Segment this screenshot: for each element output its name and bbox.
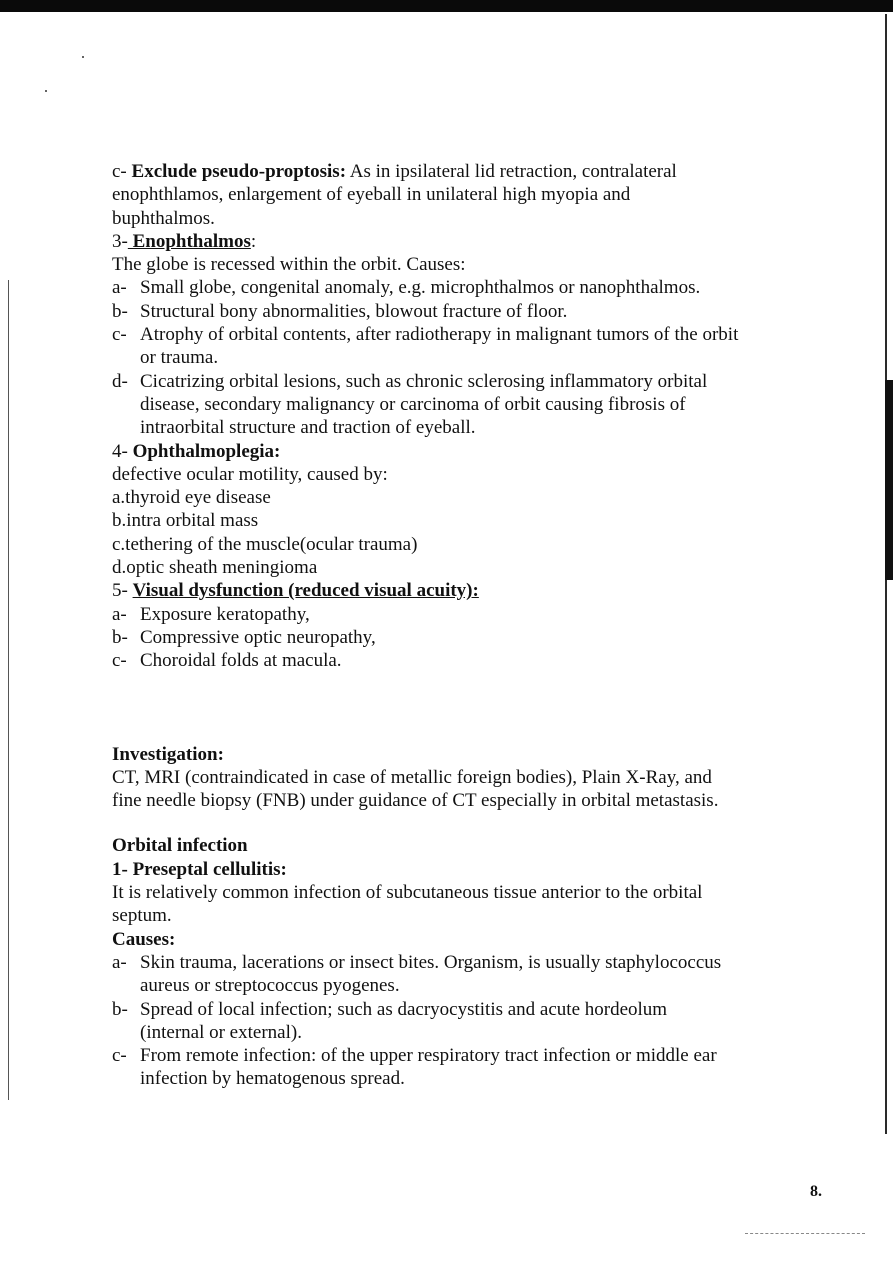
ophthalmoplegia-intro: defective ocular motility, caused by: xyxy=(112,463,388,485)
causes-heading: Causes: xyxy=(112,928,176,950)
orbital-infection-heading: Orbital infection xyxy=(112,835,248,857)
enophthalmos-intro: The globe is recessed within the orbit. Causes: xyxy=(112,254,466,276)
list-item: d- Cicatrizing orbital lesions, such as chronic sclerosing inflammatory orbital disease, secondary malignancy or carcinoma of orbit causing fibrosis of intraorbital structure and traction of eyeball. xyxy=(112,370,708,439)
list-item: b.intra orbital mass xyxy=(112,510,259,532)
enophthalmos-heading: 3- Enophthalmos: xyxy=(112,230,257,252)
list-item: c- Choroidal folds at macula. xyxy=(112,650,342,672)
list-item: a- Skin trauma, lacerations or insect bites. Organism, is usually staphylococcus aureus or streptococcus pyogenes. xyxy=(112,951,722,997)
preseptal-cellulitis-heading: 1- Preseptal cellulitis: xyxy=(112,858,287,880)
page-number: 8. xyxy=(810,1183,822,1200)
scan-speck xyxy=(45,90,47,92)
scan-top-border xyxy=(0,0,893,12)
list-item: b- Compressive optic neuropathy, xyxy=(112,626,376,648)
list-item: c.tethering of the muscle(ocular trauma) xyxy=(112,533,418,555)
scan-right-shadow xyxy=(885,380,893,580)
investigation-line-2: fine needle biopsy (FNB) under guidance of CT especially in orbital metastasis. xyxy=(112,790,719,812)
investigation-line-1: CT, MRI (contraindicated in case of metallic foreign bodies), Plain X-Ray, and xyxy=(112,766,712,788)
footer-rule xyxy=(745,1233,865,1234)
scan-left-edge xyxy=(8,280,9,1100)
visual-dysfunction-heading: 5- Visual dysfunction (reduced visual acuity): xyxy=(112,580,479,602)
list-item: a- Exposure keratopathy, xyxy=(112,603,310,625)
list-item: b- Spread of local infection; such as dacryocystitis and acute hordeolum (internal or external). xyxy=(112,998,668,1043)
pseudo-proptosis-line-3: buphthalmos. xyxy=(112,207,215,229)
scan-speck xyxy=(82,56,84,58)
list-item: d.optic sheath meningioma xyxy=(112,557,318,579)
list-item: c- Atrophy of orbital contents, after radiotherapy in malignant tumors of the orbit or trauma. xyxy=(112,324,739,369)
ophthalmoplegia-heading: 4- Ophthalmoplegia: xyxy=(112,440,281,462)
investigation-heading: Investigation: xyxy=(112,743,224,765)
page-content xyxy=(112,160,772,1091)
pseudo-proptosis-heading: Exclude pseudo-proptosis: xyxy=(131,161,347,182)
list-item: a.thyroid eye disease xyxy=(112,487,271,509)
preseptal-line-1: It is relatively common infection of subcutaneous tissue anterior to the orbital xyxy=(112,882,703,904)
list-item: b- Structural bony abnormalities, blowout fracture of floor. xyxy=(112,300,568,322)
list-item: c- From remote infection: of the upper respiratory tract infection or middle ear infection by hematogenous spread. xyxy=(112,1045,717,1090)
list-item: a- Small globe, congenital anomaly, e.g. microphthalmos or nanophthalmos. xyxy=(112,277,701,299)
pseudo-proptosis-line-2: enophthlamos, enlargement of eyeball in unilateral high myopia and xyxy=(112,184,631,206)
pseudo-proptosis-line-1: c- Exclude pseudo-proptosis: As in ipsilateral lid retraction, contralateral xyxy=(112,161,677,182)
preseptal-line-2: septum. xyxy=(112,905,172,927)
